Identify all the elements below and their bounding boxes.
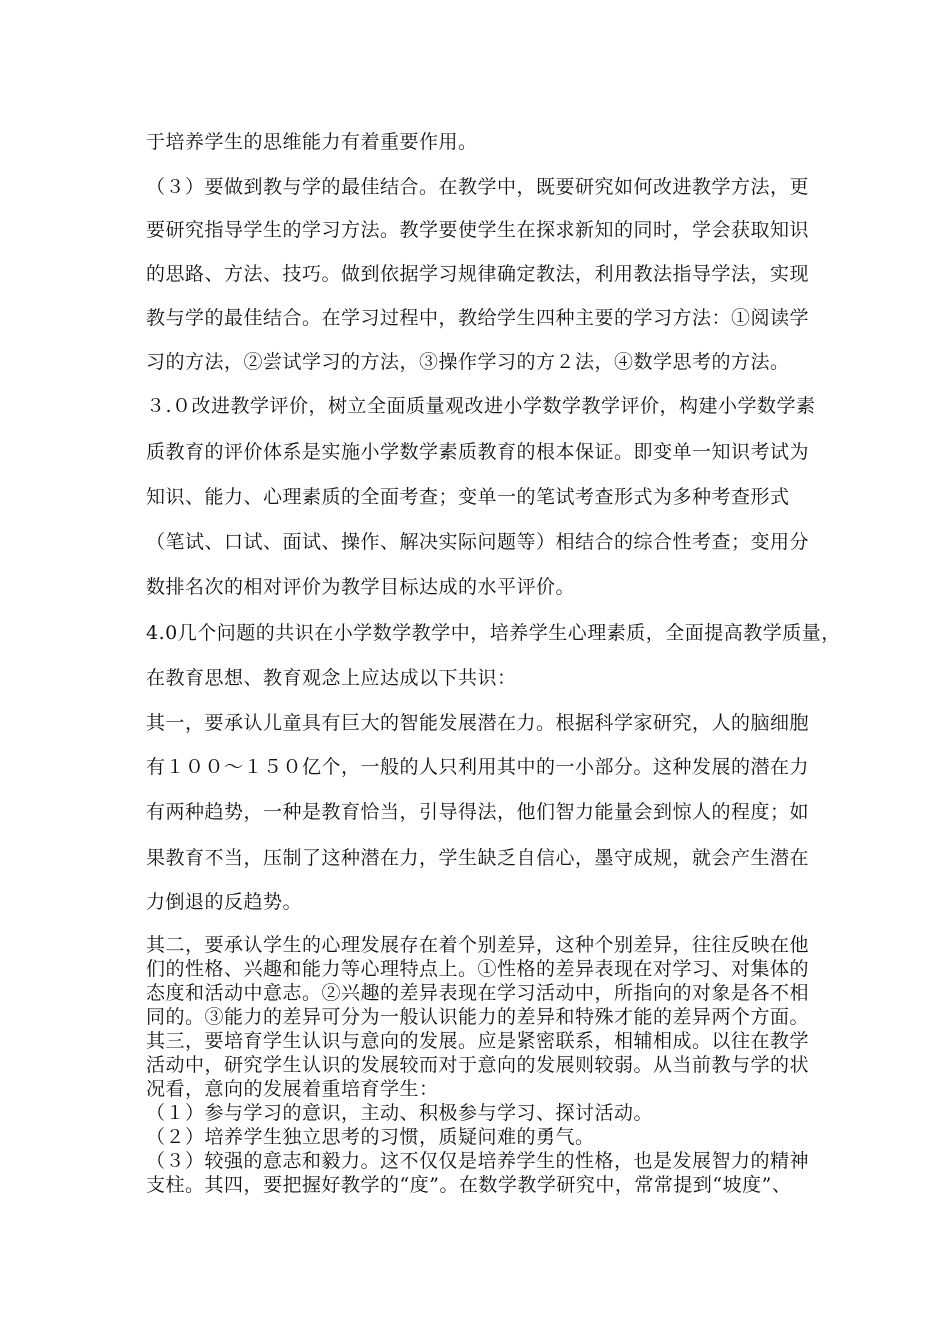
- text-line: 力倒退的反趋势。: [146, 891, 303, 913]
- text-line: 知识、能力、心理素质的全面考查；变单一的笔试考查形式为多种考查形式: [146, 486, 790, 508]
- text-line: 有两种趋势，一种是教育恰当，引导得法，他们智力能量会到惊人的程度；如: [146, 801, 810, 823]
- text-line: 活动中，研究学生认识的发展较而对于意向的发展则较弱。从当前教与学的状: [146, 1054, 810, 1076]
- text-line: 数排名次的相对评价为教学目标达成的水平评价。: [146, 576, 576, 598]
- text-line: 其二，要承认学生的心理发展存在着个别差异，这种个别差异，往往反映在他: [146, 934, 810, 956]
- text-line: 支柱。其四，要把握好教学的“度”。在数学教学研究中，常常提到“坡度”、: [146, 1174, 792, 1196]
- text-line: 4.0几个问题的共识在小学数学教学中，培养学生心理素质，全面提高教学质量，: [146, 622, 841, 644]
- text-line: （２）培养学生独立思考的习惯，质疑问难的勇气。: [146, 1126, 595, 1148]
- text-line: 态度和活动中意志。②兴趣的差异表现在学习活动中，所指向的对象是各不相: [146, 982, 810, 1004]
- text-line: （１）参与学习的意识，主动、积极参与学习、探讨活动。: [146, 1102, 654, 1124]
- text-line: （笔试、口试、面试、操作、解决实际问题等）相结合的综合性考查；变用分: [146, 531, 810, 553]
- text-line: （３）要做到教与学的最佳结合。在教学中，既要研究如何改进教学方法，更: [146, 176, 810, 198]
- text-line: 习的方法，②尝试学习的方法，③操作学习的方２法，④数学思考的方法。: [146, 351, 790, 373]
- text-line: 要研究指导学生的学习方法。教学要使学生在探求新知的同时，学会获取知识: [146, 219, 810, 241]
- text-line: 有１００～１５０亿个，一般的人只利用其中的一小部分。这种发展的潜在力: [146, 756, 810, 778]
- text-line: 于培养学生的思维能力有着重要作用。: [146, 131, 478, 153]
- text-line: （３）较强的意志和毅力。这不仅仅是培养学生的性格，也是发展智力的精神: [146, 1150, 810, 1172]
- text-line: 教与学的最佳结合。在学习过程中，教给学生四种主要的学习方法：①阅读学: [146, 307, 810, 329]
- text-line: 在教育思想、教育观念上应达成以下共识：: [146, 667, 517, 689]
- text-line: 质教育的评价体系是实施小学数学素质教育的根本保证。即变单一知识考试为: [146, 441, 810, 463]
- text-line: 们的性格、兴趣和能力等心理特点上。①性格的差异表现在对学习、对集体的: [146, 958, 810, 980]
- text-line: 况看，意向的发展着重培育学生：: [146, 1078, 439, 1100]
- text-line: 同的。③能力的差异可分为一般认识能力的差异和特殊才能的差异两个方面。: [146, 1006, 810, 1028]
- text-line: 的思路、方法、技巧。做到依据学习规律确定教法，利用教法指导学法，实现: [146, 263, 810, 285]
- text-line: ３.０改进教学评价，树立全面质量观改进小学数学教学评价，构建小学数学素: [146, 395, 816, 417]
- text-line: 其一，要承认儿童具有巨大的智能发展潜在力。根据科学家研究，人的脑细胞: [146, 712, 810, 734]
- text-line: 其三，要培育学生认识与意向的发展。应是紧密联系，相辅相成。以往在教学: [146, 1030, 810, 1052]
- text-line: 果教育不当，压制了这种潜在力，学生缺乏自信心，墨守成规，就会产生潜在: [146, 847, 810, 869]
